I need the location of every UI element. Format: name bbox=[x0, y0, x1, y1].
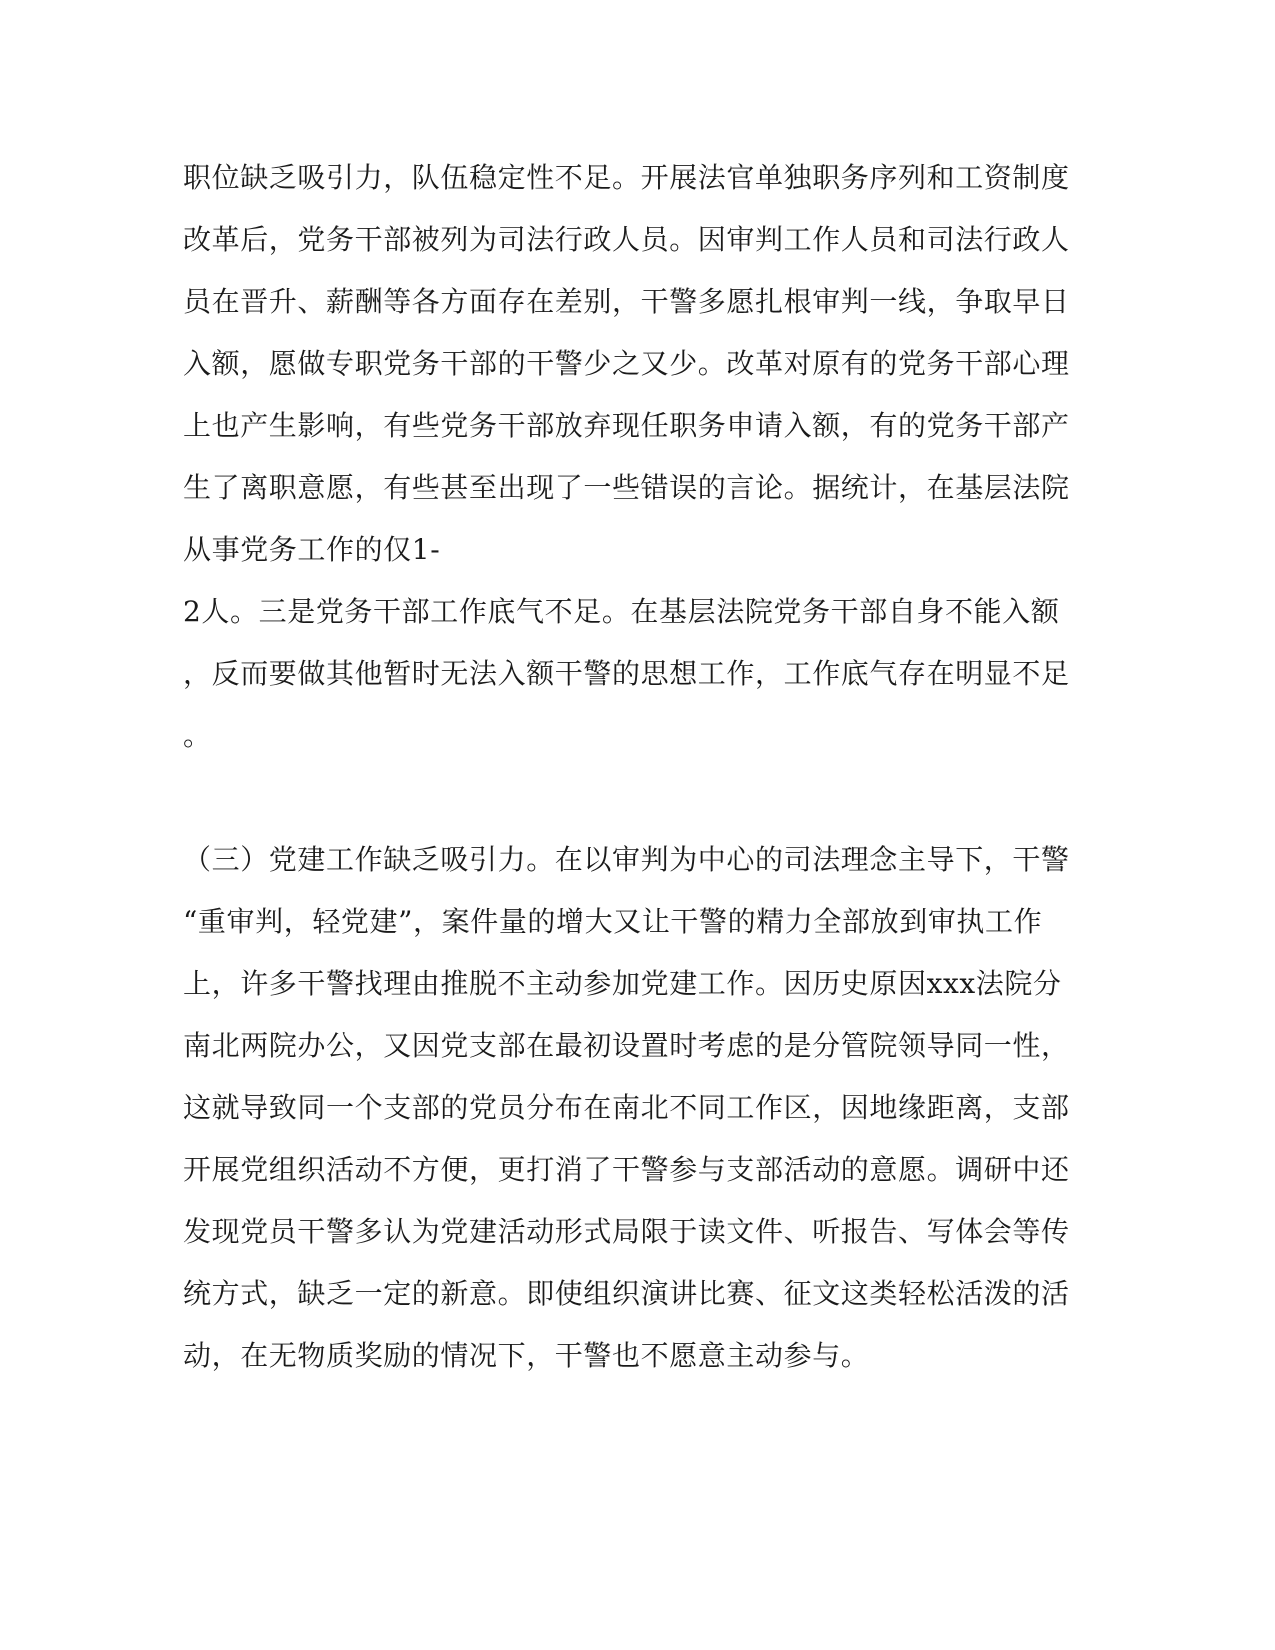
text-line: 开展党组织活动不方便，更打消了干警参与支部活动的意愿。调研中还 bbox=[183, 1153, 1070, 1186]
text-line: 这就导致同一个支部的党员分布在南北不同工作区，因地缘距离，支部 bbox=[183, 1091, 1070, 1124]
text-line: 入额，愿做专职党务干部的干警少之又少。改革对原有的党务干部心理 bbox=[183, 347, 1070, 380]
text-line: 员在晋升、薪酬等各方面存在差别，干警多愿扎根审判一线，争取早日 bbox=[183, 285, 1070, 318]
text-line: 上，许多干警找理由推脱不主动参加党建工作。因历史原因xxx法院分 bbox=[183, 967, 1062, 1000]
text-line: 职位缺乏吸引力，队伍稳定性不足。开展法官单独职务序列和工资制度 bbox=[183, 161, 1070, 194]
text-line: （三）党建工作缺乏吸引力。在以审判为中心的司法理念主导下，干警 bbox=[183, 843, 1070, 876]
text-line: 发现党员干警多认为党建活动形式局限于读文件、听报告、写体会等传 bbox=[183, 1215, 1070, 1248]
text-line: 南北两院办公，又因党支部在最初设置时考虑的是分管院领导同一性， bbox=[183, 1029, 1070, 1062]
text-line: “重审判，轻党建”，案件量的增大又让干警的精力全部放到审执工作 bbox=[183, 905, 1043, 938]
text-line: 从事党务工作的仅1- bbox=[183, 533, 441, 566]
text-line: 。 bbox=[183, 719, 212, 752]
text-line: 动，在无物质奖励的情况下，干警也不愿意主动参与。 bbox=[183, 1339, 870, 1372]
text-line: 上也产生影响，有些党务干部放弃现任职务申请入额，有的党务干部产 bbox=[183, 409, 1070, 442]
text-line: 2人。三是党务干部工作底气不足。在基层法院党务干部自身不能入额 bbox=[183, 595, 1060, 628]
text-line: 统方式，缺乏一定的新意。即使组织演讲比赛、征文这类轻松活泼的活 bbox=[183, 1277, 1070, 1310]
text-line: 生了离职意愿，有些甚至出现了一些错误的言论。据统计，在基层法院 bbox=[183, 471, 1070, 504]
text-line: ，反而要做其他暂时无法入额干警的思想工作，工作底气存在明显不足 bbox=[183, 657, 1070, 690]
text-line: 改革后，党务干部被列为司法行政人员。因审判工作人员和司法行政人 bbox=[183, 223, 1070, 256]
